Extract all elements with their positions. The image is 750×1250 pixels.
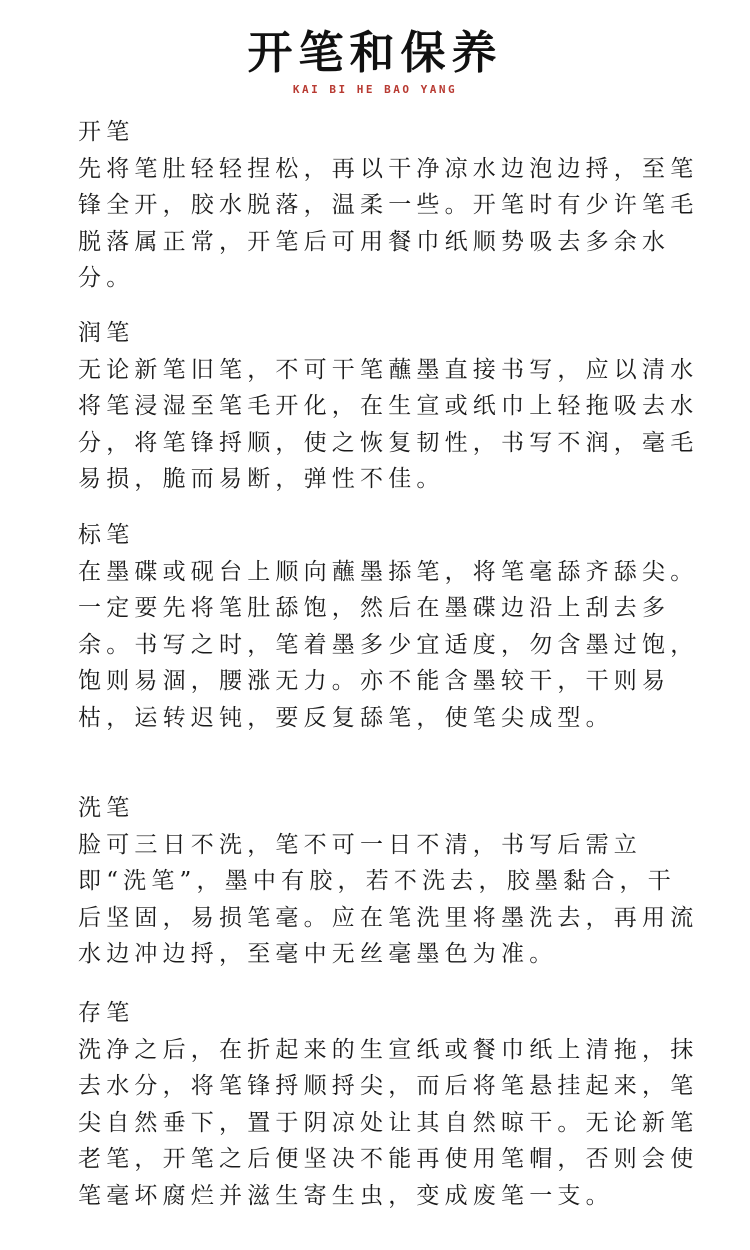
section-cun-bi bbox=[78, 995, 703, 1214]
section-body: 洗净之后，在折起来的生宣纸或餐巾纸上清拖，抹去水分，将笔锋捋顺捋尖，而后将笔悬挂起来，笔尖自然垂下，置于阴凉处让其自然晾干。无论新笔老笔，开笔之后便坚决不能再使用笔帽，否则会使笔毫坏腐烂并滋生寄生虫，变成废笔一支。 bbox=[78, 1036, 699, 1209]
section-biao-bi bbox=[78, 517, 703, 736]
section-kai-bi bbox=[78, 114, 703, 297]
section-body: 无论新笔旧笔，不可干笔蘸墨直接书写，应以清水将笔浸湿至笔毛开化，在生宣或纸巾上轻拖吸去水分，将笔锋捋顺，使之恢复韧性，书写不润，毫毛易损，脆而易断，弹性不佳。 bbox=[78, 356, 699, 492]
section-run-bi bbox=[78, 315, 703, 498]
section-xi-bi bbox=[78, 790, 703, 973]
section-title: 洗笔 bbox=[78, 795, 135, 821]
page-title: 开笔和保养 bbox=[247, 26, 503, 79]
section-title: 标笔 bbox=[78, 522, 135, 548]
section-body: 先将笔肚轻轻捏松，再以干净凉水边泡边捋，至笔锋全开，胶水脱落，温柔一些。开笔时有少许笔毛脱落属正常，开笔后可用餐巾纸顺势吸去多余水分。 bbox=[78, 155, 699, 291]
section-title: 开笔 bbox=[78, 119, 135, 145]
page-subtitle: KAI BI HE BAO YANG bbox=[292, 83, 458, 96]
section-title: 润笔 bbox=[78, 320, 135, 346]
section-body: 在墨碟或砚台上顺向蘸墨掭笔，将笔毫舔齐舔尖。一定要先将笔肚舔饱，然后在墨碟边沿上刮去多余。书写之时，笔着墨多少宜适度，勿含墨过饱，饱则易涸，腰涨无力。亦不能含墨较干，干则易枯，运转迟钝，要反复舔笔，使笔尖成型。 bbox=[78, 558, 699, 731]
section-body: 脸可三日不洗，笔不可一日不清，书写后需立即“洗笔”，墨中有胶，若不洗去，胶墨黏合，干后坚固，易损笔毫。应在笔洗里将墨洗去，再用流水边冲边捋，至毫中无丝毫墨色为准。 bbox=[78, 831, 699, 967]
section-title: 存笔 bbox=[78, 1000, 135, 1026]
